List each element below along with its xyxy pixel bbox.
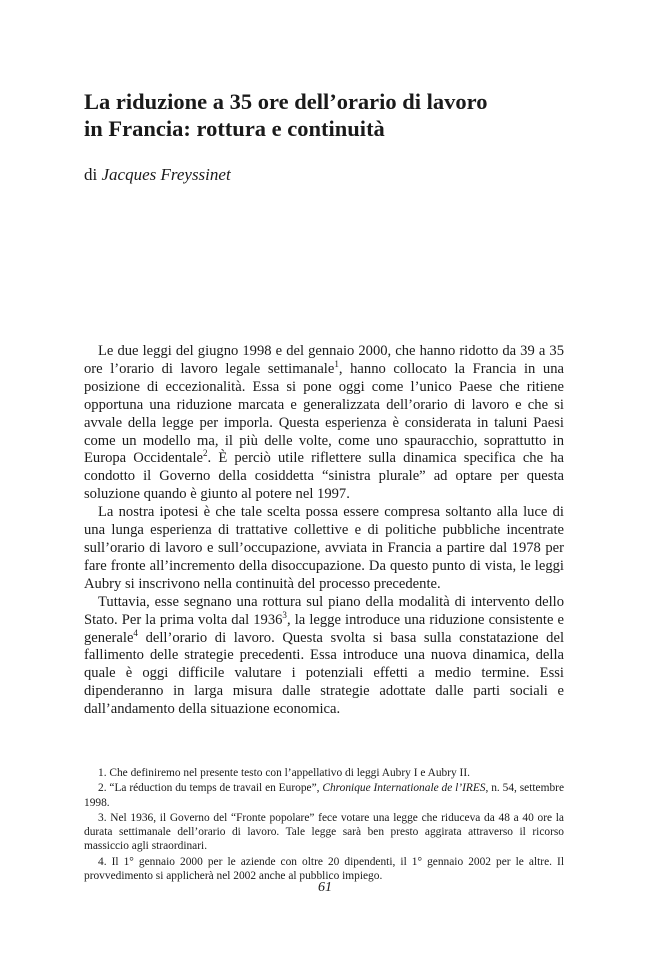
paragraph-text: , hanno collocato la Francia in una posizione di eccezionalità. Essa si pone oggi come l’unico Paese che ritiene opportuna una riduzione marcata e generalizzata dell’orario di lavoro e che si avvale della legge per imporla. Questa esperienza è considerata in taluni Paesi come un modello ma, il più delle volte, come uno spauracchio, soprattutto in Europa Occidentale <box>84 360 564 467</box>
body-paragraph-1 <box>84 343 564 504</box>
footnote-text: 4. Il 1° gennaio 2000 per le aziende con oltre 20 dipendenti, il 1° gennaio 2002 per le altre. Il provvedimento si applicherà nel 2002 anche al pubblico impiego. <box>84 855 564 883</box>
footnote-ref: 3 <box>282 609 287 620</box>
paragraph-text: La nostra ipotesi è che tale scelta possa essere compresa soltanto alla luce di una lunga esperienza di trattative collettive e di politiche pubbliche incentrate sull’orario di lavoro e sull’occupazione, avviata in Francia a partire dal 1978 per fare fronte all’incremento della disoccupazione. Da questo punto di vista, le leggi Aubry si inscrivono nella continuità del processo precedente. <box>84 504 564 592</box>
article-title <box>84 88 564 142</box>
author-prefix: di <box>84 165 98 184</box>
article-body <box>84 343 564 719</box>
footnote-text: 1. Che definiremo nel presente testo con l’appellativo di leggi Aubry I e Aubry II. <box>98 767 470 779</box>
footnote-ref: 4 <box>133 627 138 638</box>
footnote-journal-title: Chronique Internationale de l’IRES <box>322 782 486 795</box>
article-title-line-2: in Francia: rottura e continuità <box>84 116 385 141</box>
footnote-text: 3. Nel 1936, il Governo del “Fronte popolare” fece votare una legge che riduceva da 48 a 40 ore la durata settimanale dell’orario di lavoro. Tale legge sarà ben presto aggirata attraverso il ricorso massiccio agli straordinari. <box>84 811 564 853</box>
paragraph-text: dell’orario di lavoro. Questa svolta si basa sulla constatazione del fallimento delle strategie precedenti. Essa introduce una nuova dinamica, della quale è oggi difficile valutare i potenziali effetti a medio termine. Essi dipenderanno in larga misura dalle strategie adottate dalle parti sociali e dall’andamento della situazione economica. <box>84 629 564 718</box>
paragraph-text: . È perciò utile riflettere sulla dinamica specifica che ha condotto il Governo della cosiddetta “sinistra plurale” ad optare per questa soluzione quando è giunto al potere nel 1997. <box>84 450 564 503</box>
article-author <box>84 165 231 185</box>
page-number: 61 <box>318 880 332 895</box>
paragraph-text: Le due leggi del giugno 1998 e del gennaio 2000, che hanno ridotto da 39 a 35 ore l’orario di lavoro legale settimanale <box>84 343 564 377</box>
footnote-3 <box>84 811 564 854</box>
paragraph-text: , la legge introduce una riduzione consistente e generale <box>84 611 564 646</box>
author-name: Jacques Freyssinet <box>101 165 231 184</box>
body-paragraph-3 <box>84 594 564 719</box>
footnote-2 <box>84 781 564 810</box>
article-title-line-1: La riduzione a 35 ore dell’orario di lavoro <box>84 89 488 114</box>
footnote-ref: 1 <box>334 359 339 370</box>
paragraph-text: Tuttavia, esse segnano una rottura sul piano della modalità di intervento dello Stato. Per la prima volta dal 1936 <box>84 593 564 628</box>
footnote-1 <box>84 766 564 780</box>
footnote-ref: 2 <box>202 448 208 459</box>
body-paragraph-2 <box>84 504 564 594</box>
footnote-text-tail: , n. 54, settembre 1998. <box>84 782 564 809</box>
footnote-text: 2. “La réduction du temps de travail en Europe”, <box>98 782 320 795</box>
footnotes <box>84 766 564 884</box>
